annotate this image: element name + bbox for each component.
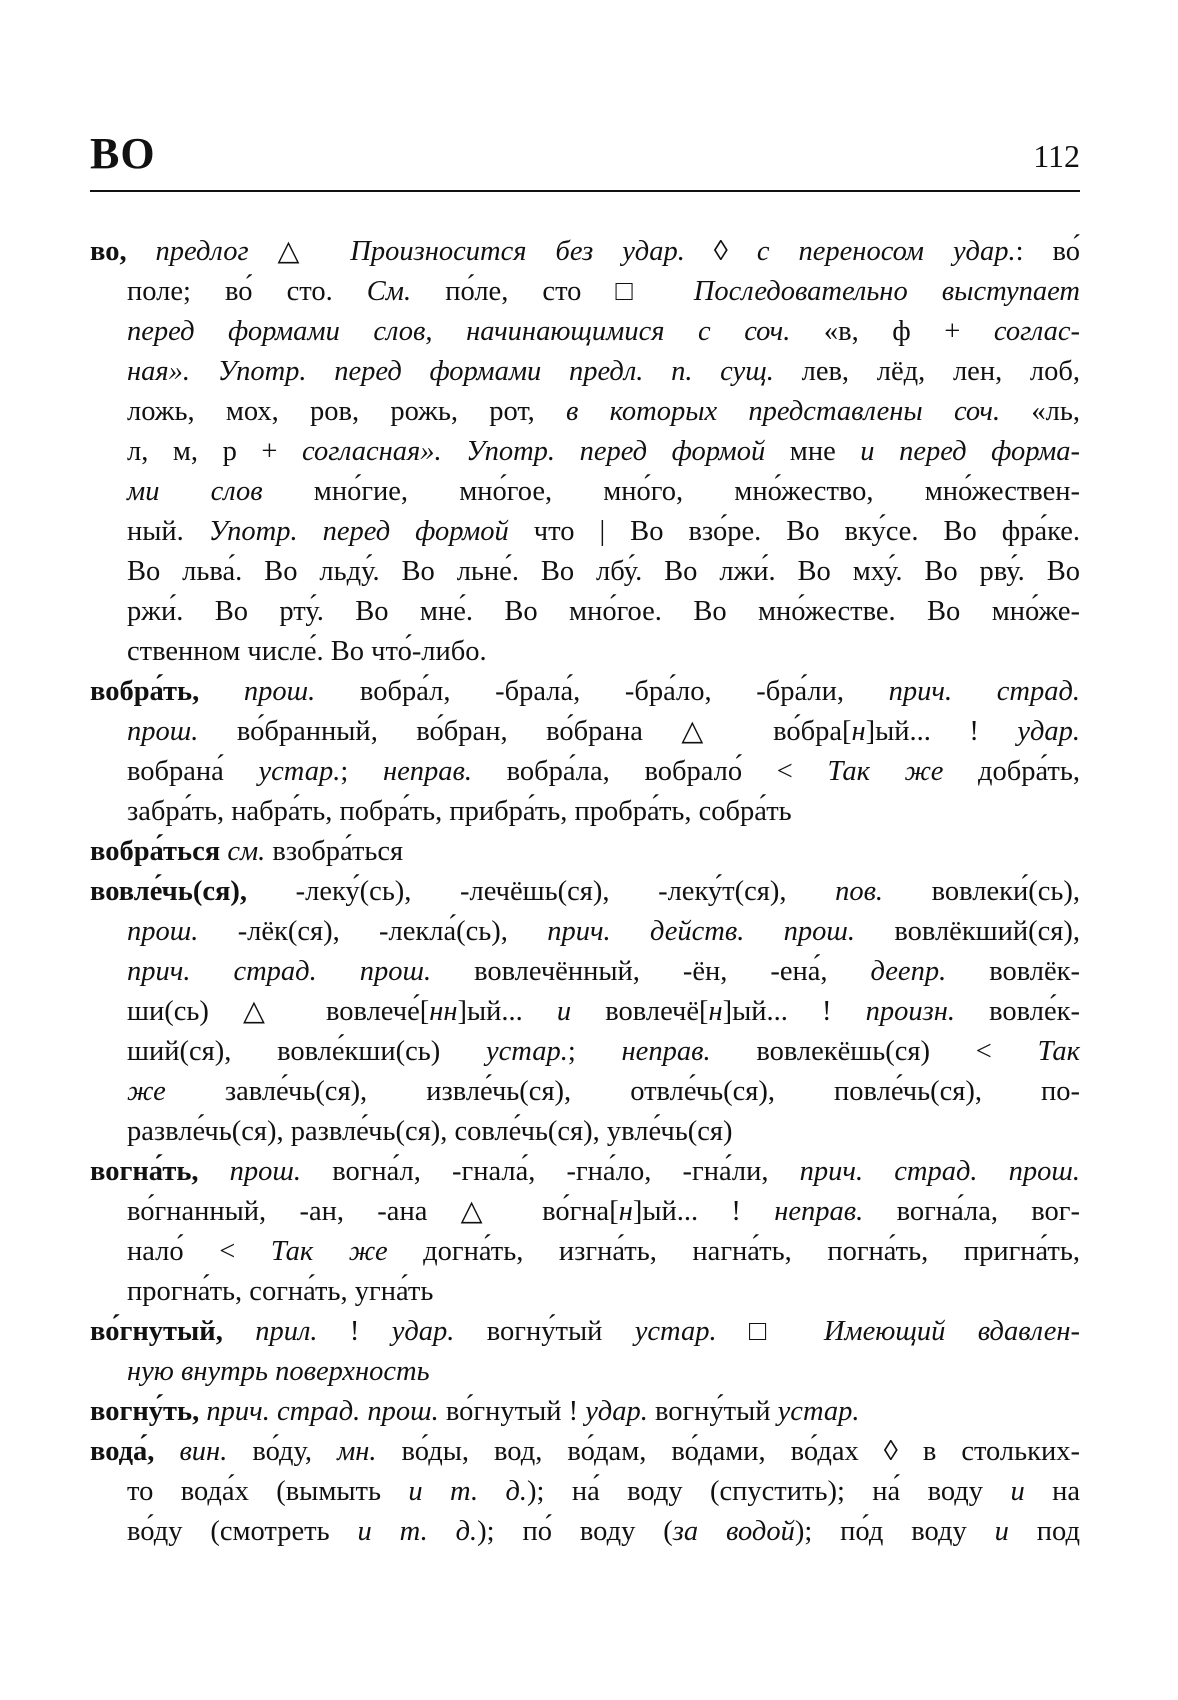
italic-annotation: Так же [270, 1236, 388, 1267]
entry-text: вовлечё[ [571, 996, 709, 1027]
entry-text: мне [765, 436, 861, 467]
entry-text: завле́чь(ся), извле́чь(ся), отвле́чь(ся), повле́чь(ся), по- [165, 1076, 1080, 1107]
italic-annotation: нн [429, 996, 458, 1027]
entry-line [90, 952, 1080, 992]
italic-annotation: соглас- [993, 316, 1080, 347]
dictionary-entry [90, 672, 1080, 832]
entry-text: ственном числе́. Во что́-либо. [127, 636, 487, 667]
entry-text: развле́чь(ся), развле́чь(ся), совле́чь(ся), увле́чь(ся) [127, 1116, 733, 1147]
italic-annotation: и перед форма- [860, 436, 1080, 467]
entry-line [90, 352, 1080, 392]
entry-text: ]ый... ! [632, 1196, 775, 1227]
header-rule [90, 190, 1080, 192]
entry-text: вогна́ла, вог- [863, 1196, 1080, 1227]
entry-text: взобра́ться [265, 836, 404, 867]
entry-text: ши(сь) △ вовлече́[ [127, 996, 430, 1027]
entry-line [90, 392, 1080, 432]
italic-annotation: устар. [777, 1396, 860, 1427]
italic-annotation: вин. [154, 1436, 228, 1467]
entry-line [90, 1472, 1080, 1512]
italic-annotation: устар. [258, 756, 341, 787]
entry-text: догна́ть, изгна́ть, нагна́ть, погна́ть, пригна́ть, [387, 1236, 1081, 1267]
entry-line [90, 752, 1080, 792]
entry-line [90, 472, 1080, 512]
italic-annotation: неправ. [774, 1196, 864, 1227]
dictionary-entries [90, 232, 1080, 1552]
entry-text: ]ый... ! [865, 716, 1018, 747]
entry-text: ]ый... ! [722, 996, 866, 1027]
entry-text: вовлечённый, -ён, -ена́, [431, 956, 871, 987]
entry-line [90, 712, 1080, 752]
entry-text: ); по́ воду ( [477, 1516, 673, 1547]
dictionary-entry [90, 1152, 1080, 1312]
entry-text: во́ды, вод, во́дам, во́дами, во́дах ◊ в стольких- [376, 1436, 1080, 1467]
entry-text: вогну́тый [454, 1316, 635, 1347]
italic-annotation: прич. страд. прош. [199, 1396, 439, 1427]
italic-annotation: прош. [127, 916, 199, 947]
dictionary-entry [90, 1432, 1080, 1552]
entry-text: во́ду (смотреть [127, 1516, 358, 1547]
italic-annotation: и [556, 996, 572, 1027]
headword: во́гнутый, [90, 1316, 223, 1347]
entry-text: добра́ть, [943, 756, 1081, 787]
entry-text: л, м, р + [127, 436, 303, 467]
entry-text: вовлёк- [946, 956, 1080, 987]
italic-annotation: Так [1037, 1036, 1080, 1067]
entry-text: забра́ть, набра́ть, побра́ть, прибра́ть, пробра́ть, собра́ть [127, 796, 792, 827]
italic-annotation: в которых представлены соч. [566, 396, 1001, 427]
italic-annotation: и [994, 1516, 1009, 1547]
italic-annotation: прич. страд. прош. [127, 956, 432, 987]
entry-line [90, 432, 1080, 472]
entry-text: лев, лёд, лен, лоб, [773, 356, 1080, 387]
entry-line [90, 832, 1080, 872]
entry-text: -лёк(ся), -лекла́(сь), [198, 916, 548, 947]
dictionary-entry [90, 1392, 1080, 1432]
entry-text: ]ый... [457, 996, 557, 1027]
entry-text: вовлёкший(ся), [855, 916, 1080, 947]
entry-line [90, 912, 1080, 952]
entry-text: ржи́. Во рту́. Во мне́. Во мно́гое. Во мно́жестве. Во мно́же- [127, 596, 1080, 627]
entry-line [90, 1312, 1080, 1352]
italic-annotation: неправ. [621, 1036, 711, 1067]
dictionary-entry [90, 832, 1080, 872]
italic-annotation: прош. [127, 716, 199, 747]
entry-line [90, 592, 1080, 632]
dictionary-entry [90, 872, 1080, 1152]
entry-text: ); по́д воду [794, 1516, 995, 1547]
entry-line [90, 1072, 1080, 1112]
entry-text: вовле́к- [955, 996, 1080, 1027]
entry-line [90, 1192, 1080, 1232]
entry-text: вовлеки́(сь), [883, 876, 1080, 907]
entry-line [90, 1392, 1080, 1432]
italic-annotation: удар. [585, 1396, 648, 1427]
italic-annotation: прич. страд. прош. [799, 1156, 1081, 1187]
entry-text: ! [317, 1316, 392, 1347]
italic-annotation: перед формами слов, начинающимися с соч. [127, 316, 791, 347]
entry-line [90, 232, 1080, 272]
entry-text: то вода́х (вымыть [127, 1476, 409, 1507]
entry-text: вогна́л, -гнала́, -гна́ло, -гна́ли, [301, 1156, 800, 1187]
italic-annotation: удар. [1017, 716, 1080, 747]
italic-annotation: прич. действ. прош. [547, 916, 856, 947]
entry-text: по́ле, сто □ [411, 276, 694, 307]
headword: вобра́ться [90, 836, 221, 867]
italic-annotation: См. [366, 276, 412, 307]
entry-text: ший(ся), вовле́кши(сь) [127, 1036, 486, 1067]
entry-text: вовлекёшь(ся) < [710, 1036, 1038, 1067]
entry-text: ный. [127, 516, 209, 547]
entry-line [90, 1272, 1080, 1312]
entry-text: что | Во взо́ре. Во вку́се. Во фра́ке. [508, 516, 1081, 547]
italic-annotation: н [851, 716, 866, 747]
entry-line [90, 632, 1080, 672]
entry-text: -леку́(сь), -лечёшь(ся), -леку́т(ся), [247, 876, 836, 907]
entry-line [90, 792, 1080, 832]
entry-text: : во́ [1015, 236, 1080, 267]
entry-text: мно́гие, мно́гое, мно́го, мно́жество, мно́жествен- [262, 476, 1080, 507]
italic-annotation: устар. [634, 1316, 717, 1347]
italic-annotation: предлог △ Произносится без удар. ◊ с переносом удар. [126, 236, 1016, 267]
entry-text: вогну́тый [647, 1396, 778, 1427]
italic-annotation: прич. страд. [888, 676, 1080, 707]
entry-text: «в, ф + [790, 316, 994, 347]
entry-line [90, 1352, 1080, 1392]
entry-line [90, 1432, 1080, 1472]
italic-annotation: прош. [198, 1156, 302, 1187]
italic-annotation: см. [220, 836, 266, 867]
entry-line [90, 1032, 1080, 1072]
italic-annotation: ми слов [127, 476, 263, 507]
italic-annotation: и т. д. [357, 1516, 478, 1547]
headword: во, [90, 236, 127, 267]
entry-text: на [1024, 1476, 1080, 1507]
entry-line [90, 512, 1080, 552]
italic-annotation: ную внутрь поверхность [127, 1356, 430, 1387]
entry-text: ; [567, 1036, 622, 1067]
entry-line [90, 1112, 1080, 1152]
entry-text: Во льва́. Во льду́. Во льне́. Во лбу́. Во лжи́. Во мху́. Во рву́. Во [127, 556, 1080, 587]
italic-annotation: Употр. перед формой [208, 516, 509, 547]
entry-text: □ [716, 1316, 824, 1347]
entry-line [90, 672, 1080, 712]
entry-line [90, 992, 1080, 1032]
entry-line [90, 272, 1080, 312]
italic-annotation: согласная». Употр. перед формой [302, 436, 766, 467]
entry-text: ; [340, 756, 383, 787]
headword: вовле́чь(ся), [90, 876, 248, 907]
entry-text: ложь, мох, ров, рожь, рот, [127, 396, 567, 427]
dictionary-entry [90, 232, 1080, 672]
headword: вобра́ть, [90, 676, 200, 707]
italic-annotation: Имеющий вдавлен- [823, 1316, 1081, 1347]
headword: вода́, [90, 1436, 155, 1467]
entry-text: вобрана́ [127, 756, 259, 787]
italic-annotation: деепр. [870, 956, 947, 987]
italic-annotation: же [127, 1076, 166, 1107]
italic-annotation: за водой [672, 1516, 795, 1547]
headword: вогну́ть, [90, 1396, 200, 1427]
italic-annotation: произн. [865, 996, 956, 1027]
entry-text: ); на́ воду (спустить); на́ воду [527, 1476, 1011, 1507]
entry-text: вобра́ла, вобрало́ < [471, 756, 828, 787]
italic-annotation: Последовательно выступает [693, 276, 1080, 307]
entry-text: вобра́л, -брала́, -бра́ло, -бра́ли, [315, 676, 889, 707]
italic-annotation: и [1010, 1476, 1025, 1507]
italic-annotation: ная». Употр. перед формами предл. п. сущ. [127, 356, 774, 387]
entry-text: поле; во́ сто. [127, 276, 367, 307]
italic-annotation: пов. [835, 876, 884, 907]
italic-annotation: и т. д. [408, 1476, 528, 1507]
entry-text: «ль, [1000, 396, 1080, 427]
entry-text: во́ду, [227, 1436, 338, 1467]
section-heading: ВО [90, 129, 156, 178]
italic-annotation: прош. [199, 676, 316, 707]
entry-line [90, 1232, 1080, 1272]
entry-text: под [1008, 1516, 1080, 1547]
entry-line [90, 872, 1080, 912]
page-number: 112 [1033, 138, 1080, 174]
dictionary-entry [90, 1312, 1080, 1392]
italic-annotation: н [618, 1196, 633, 1227]
italic-annotation: н [708, 996, 723, 1027]
entry-text: нало́ < [127, 1236, 271, 1267]
italic-annotation: прил. [222, 1316, 318, 1347]
headword: вогна́ть, [90, 1156, 199, 1187]
italic-annotation: Так же [827, 756, 944, 787]
entry-line [90, 552, 1080, 592]
entry-text: во́гнутый ! [438, 1396, 586, 1427]
entry-text: прогна́ть, согна́ть, угна́ть [127, 1276, 434, 1307]
entry-line [90, 1512, 1080, 1552]
entry-text: во́бранный, во́бран, во́брана △ во́бра[ [198, 716, 852, 747]
italic-annotation: неправ. [382, 756, 472, 787]
italic-annotation: мн. [337, 1436, 377, 1467]
italic-annotation: удар. [391, 1316, 455, 1347]
entry-line [90, 312, 1080, 352]
italic-annotation: устар. [485, 1036, 568, 1067]
entry-line [90, 1152, 1080, 1192]
entry-text: во́гнанный, -ан, -ана △ во́гна[ [127, 1196, 619, 1227]
